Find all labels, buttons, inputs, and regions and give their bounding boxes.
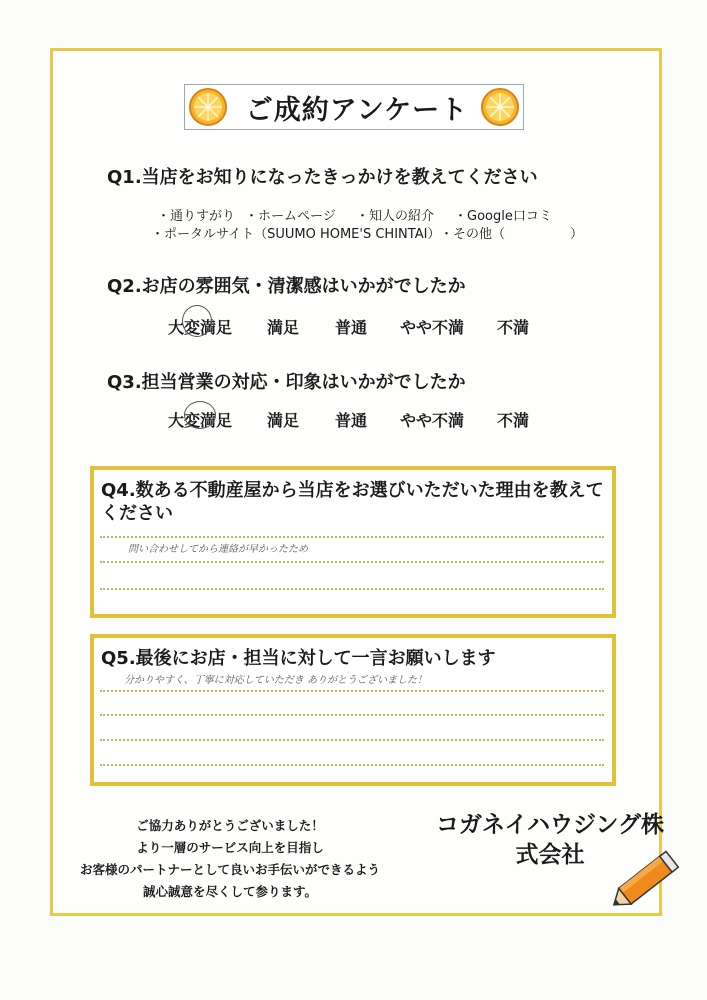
closing-line: お客様のパートナーとして良いお手伝いができるよう: [79, 862, 380, 877]
page-title: ご成約アンケート: [245, 95, 469, 126]
q3-rating-very-satisfied[interactable]: 大変満足: [168, 411, 233, 430]
q3-rating-satisfied[interactable]: 満足: [267, 411, 300, 430]
question-3-label: Q3.担当営業の対応・印象はいかがでしたか: [107, 372, 466, 393]
answer-line: [100, 536, 604, 538]
closing-line: ご協力ありがとうございました！: [136, 818, 324, 833]
q1-option[interactable]: ・ホームページ: [245, 209, 336, 224]
q1-option[interactable]: ・ポータルサイト（SUUMO HOME'S CHINTAI）: [151, 227, 441, 242]
q1-option[interactable]: ・知人の紹介: [356, 209, 435, 224]
q2-rating-neutral[interactable]: 普通: [335, 318, 368, 337]
answer-line: [100, 714, 604, 716]
q2-rating-satisfied[interactable]: 満足: [267, 318, 300, 337]
q1-option[interactable]: ・その他（ ）: [440, 227, 584, 242]
closing-line: より一層のサービス向上を目指し: [136, 840, 324, 855]
closing-line: 誠心誠意を尽くして参ります。: [142, 884, 317, 899]
answer-line: [100, 739, 604, 741]
answer-line: [100, 764, 604, 766]
q3-rating-dissatisfied[interactable]: 不満: [497, 411, 530, 430]
orange-slice-icon: [188, 87, 228, 127]
answer-line: [100, 588, 604, 590]
q4-handwritten-answer[interactable]: 問い合わせしてから連絡が早かったため: [128, 544, 308, 555]
answer-line: [100, 561, 604, 563]
company-name-line2: 式会社: [515, 842, 585, 868]
selection-circle: [182, 305, 212, 337]
question-1-label: Q1.当店をお知りになったきっかけを教えてください: [107, 167, 538, 188]
q3-rating-neutral[interactable]: 普通: [335, 411, 368, 430]
q2-rating-somewhat-dissatisfied[interactable]: やや不満: [400, 318, 465, 337]
selection-circle: [184, 401, 216, 429]
question-2-label: Q2.お店の雰囲気・清潔感はいかがでしたか: [107, 276, 466, 297]
q1-option[interactable]: ・通りすがり: [157, 209, 236, 224]
q2-rating-dissatisfied[interactable]: 不満: [497, 318, 530, 337]
orange-slice-icon: [480, 87, 520, 127]
pencil-icon: [606, 846, 686, 916]
company-name-line1: コガネイハウジング株: [435, 812, 665, 838]
question-4-label-cont: ください: [101, 503, 173, 524]
q3-rating-somewhat-dissatisfied[interactable]: やや不満: [400, 411, 465, 430]
question-4-label: Q4.数ある不動産屋から当店をお選びいただいた理由を教えて: [101, 480, 604, 501]
q5-handwritten-answer[interactable]: 分かりやすく、丁寧に対応していただき ありがとうございました！: [124, 675, 427, 686]
answer-line: [100, 690, 604, 692]
question-5-label: Q5.最後にお店・担当に対して一言お願いします: [101, 648, 496, 669]
q2-rating-very-satisfied[interactable]: 大変満足: [168, 318, 233, 337]
q1-option[interactable]: ・Google口コミ: [454, 209, 552, 224]
